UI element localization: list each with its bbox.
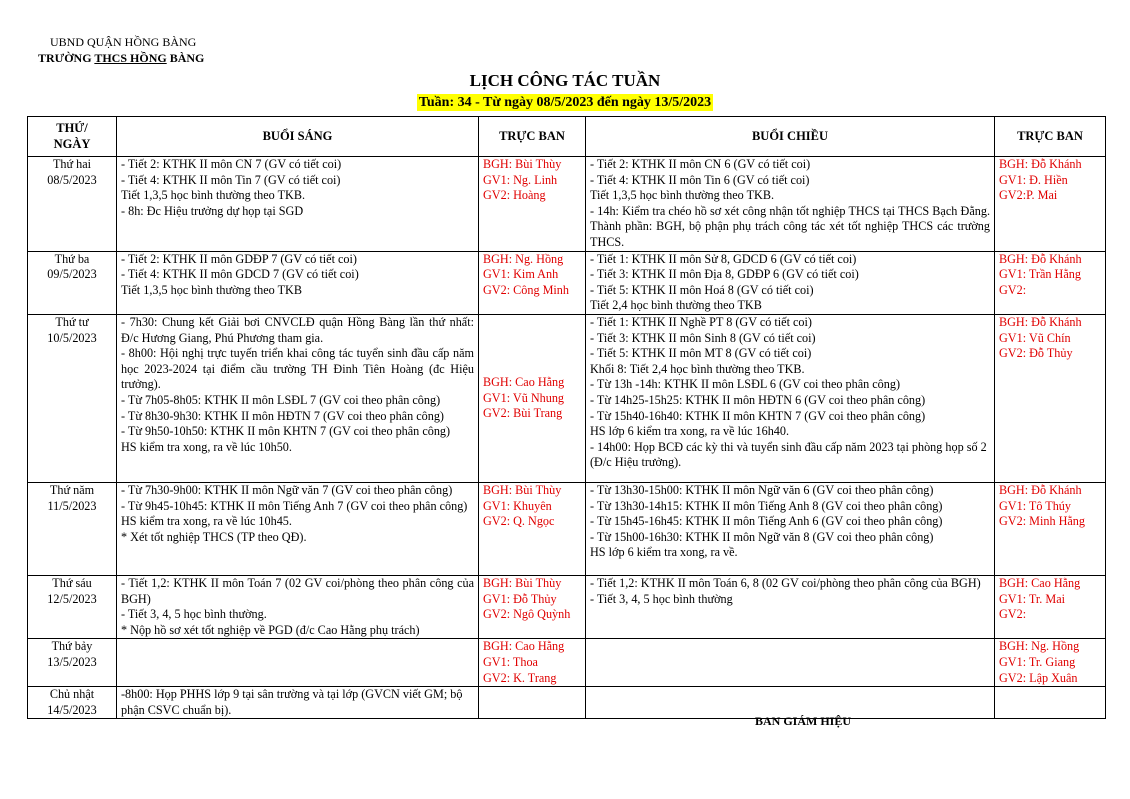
table-row [28,482,1106,575]
duty-afternoon-cell [995,687,1106,719]
week-subtitle: Tuần: 34 - Từ ngày 08/5/2023 đến ngày 13/5/2023 [418,95,712,110]
day-cell: Chủ nhật 14/5/2023 [28,687,117,719]
duty-afternoon-cell: BGH: Ng. Hồng GV1: Tr. Giang GV2: Lập Xuân [995,639,1106,687]
morning-cell: - Từ 7h30-9h00: KTHK II môn Ngữ văn 7 (GV coi theo phân công) - Từ 9h45-10h45: KTHK II môn Tiếng Anh 7 (GV coi theo phân công) HS kiểm tra xong, ra về lúc 10h45. * Xét tốt nghiệp THCS (TP theo QĐ). [117,482,479,575]
morning-cell: - 7h30: Chung kết Giải bơi CNVCLĐ quận Hồng Bàng lần thứ nhất: Đ/c Hương Giang, Phú Phương tham gia. - 8h00: Hội nghị trực tuyến triển khai công tác tuyển sinh đầu cấp năm học 2023-2024 tại điểm cầu trường TH Đinh Tiên Hoàng (đc Hiệu trưởng). - Từ 7h05-8h05: KTHK II môn LSĐL 7 (GV coi theo phân công) - Từ 8h30-9h30: KTHK II môn HĐTN 7 (GV coi theo phân công) - Từ 9h50-10h50: KTHK II môn KHTN 7 (GV coi theo phân công) HS kiểm tra xong, ra về lúc 10h50. [117,314,479,482]
day-cell: Thứ năm 11/5/2023 [28,482,117,575]
duty-morning-cell: BGH: Ng. Hồng GV1: Kim Anh GV2: Công Minh [479,251,586,314]
school-name-suffix: BÀNG [166,51,205,65]
day-cell: Thứ hai 08/5/2023 [28,157,117,252]
duty-afternoon-cell: BGH: Đỗ Khánh GV1: Trần Hằng GV2: [995,251,1106,314]
morning-cell: -8h00: Họp PHHS lớp 9 tại sân trường và tại lớp (GVCN viết GM; bộ phận CSVC chuẩn bị). [117,687,479,719]
header-row [28,117,1106,157]
duty-morning-cell [479,687,586,719]
col-duty-morning-header: TRỰC BAN [479,117,586,157]
duty-morning-cell: BGH: Cao Hằng GV1: Thoa GV2: K. Trang [479,639,586,687]
duty-morning-cell: BGH: Bùi Thùy GV1: Ng. Linh GV2: Hoàng [479,157,586,252]
afternoon-cell: - Tiết 1,2: KTHK II môn Toán 6, 8 (02 GV coi/phòng theo phân công của BGH) - Tiết 3, 4, 5 học bình thường [586,575,995,638]
table-row [28,687,1106,719]
duty-afternoon-cell: BGH: Đỗ Khánh GV1: Vũ Chín GV2: Đỗ Thủy [995,314,1106,482]
col-afternoon-header: BUỔI CHIỀU [586,117,995,157]
afternoon-cell: - Tiết 1: KTHK II môn Sử 8, GDCD 6 (GV có tiết coi) - Tiết 3: KTHK II môn Địa 8, GDĐP 6 (GV có tiết coi) - Tiết 5: KTHK II môn Hoá 8 (GV có tiết coi) Tiết 2,4 học bình thường theo TKB [586,251,995,314]
col-day-header: THỨ/ NGÀY [28,117,117,157]
schedule-table [27,116,1106,719]
table-row [28,157,1106,252]
duty-afternoon-cell: BGH: Đỗ Khánh GV1: Tô Thúy GV2: Minh Hằng [995,482,1106,575]
day-cell: Thứ ba 09/5/2023 [28,251,117,314]
page-title: LỊCH CÔNG TÁC TUẦN [469,71,661,90]
school-name-underlined: THCS HỒNG [94,51,167,65]
afternoon-cell: - Tiết 1: KTHK II Nghề PT 8 (GV có tiết coi) - Tiết 3: KTHK II môn Sinh 8 (GV có tiết coi) - Tiết 5: KTHK II môn MT 8 (GV có tiết coi) Khối 8: Tiết 2,4 học bình thường theo TKB. - Từ 13h -14h: KTHK II môn LSĐL 6 (GV coi theo phân công) - Từ 14h25-15h25: KTHK II môn HĐTN 6 (GV coi theo phân công) - Từ 15h40-16h40: KTHK II môn KHTN 7 (GV coi theo phân công) HS lớp 6 kiểm tra xong, ra về lúc 16h40. - 14h00: Họp BCĐ các kỳ thi và tuyển sinh đầu cấp năm 2023 tại phòng họp số 2 (Đ/c Hiệu trưởng). [586,314,995,482]
morning-cell: - Tiết 2: KTHK II môn GDĐP 7 (GV có tiết coi) - Tiết 4: KTHK II môn GDCD 7 (GV có tiết coi) Tiết 1,3,5 học bình thường theo TKB [117,251,479,314]
afternoon-cell: - Từ 13h30-15h00: KTHK II môn Ngữ văn 6 (GV coi theo phân công) - Từ 13h30-14h15: KTHK II môn Tiếng Anh 8 (GV coi theo phân công) - Từ 15h45-16h45: KTHK II môn Tiếng Anh 6 (GV coi theo phân công) - Từ 15h00-16h30: KTHK II môn Ngữ văn 8 (GV coi theo phân công) HS lớp 6 kiểm tra xong, ra về. [586,482,995,575]
table-row [28,251,1106,314]
duty-morning-cell: BGH: Cao Hằng GV1: Vũ Nhung GV2: Bùi Trang [479,314,586,482]
morning-cell: - Tiết 1,2: KTHK II môn Toán 7 (02 GV coi/phòng theo phân công của BGH) - Tiết 3, 4, 5 học bình thường. * Nộp hồ sơ xét tốt nghiệp về PGD (đ/c Cao Hằng phụ trách) [117,575,479,638]
day-cell: Thứ tư 10/5/2023 [28,314,117,482]
school-name-prefix: TRƯỜNG [38,51,95,65]
col-duty-afternoon-header: TRỰC BAN [995,117,1106,157]
afternoon-cell: - Tiết 2: KTHK II môn CN 6 (GV có tiết coi) - Tiết 4: KTHK II môn Tin 6 (GV có tiết coi) Tiết 1,3,5 học bình thường theo TKB. - 14h: Kiểm tra chéo hồ sơ xét công nhận tốt nghiệp THCS tại THCS Bạch Đằng. Thành phần: BGH, bộ phận phụ trách công tác xét tốt nghiệp THCS các trường THCS. [586,157,995,252]
morning-cell [117,639,479,687]
duty-morning-cell: BGH: Bùi Thùy GV1: Đỗ Thủy GV2: Ngô Quỳnh [479,575,586,638]
signature-label: BAN GIÁM HIỆU [755,714,852,728]
day-cell: Thứ bảy 13/5/2023 [28,639,117,687]
day-cell: Thứ sáu 12/5/2023 [28,575,117,638]
morning-cell: - Tiết 2: KTHK II môn CN 7 (GV có tiết coi) - Tiết 4: KTHK II môn Tin 7 (GV có tiết coi) Tiết 1,3,5 học bình thường theo TKB. - 8h: Đc Hiệu trưởng dự họp tại SGD [117,157,479,252]
table-row [28,314,1106,482]
col-morning-header: BUỔI SÁNG [117,117,479,157]
table-row [28,639,1106,687]
duty-afternoon-cell: BGH: Đỗ Khánh GV1: Đ. Hiền GV2:P. Mai [995,157,1106,252]
duty-afternoon-cell: BGH: Cao Hằng GV1: Tr. Mai GV2: [995,575,1106,638]
table-row [28,575,1106,638]
duty-morning-cell: BGH: Bùi Thùy GV1: Khuyên GV2: Q. Ngọc [479,482,586,575]
school-name [38,50,204,66]
org-name: UBND QUẬN HỒNG BÀNG [50,35,197,49]
afternoon-cell [586,639,995,687]
